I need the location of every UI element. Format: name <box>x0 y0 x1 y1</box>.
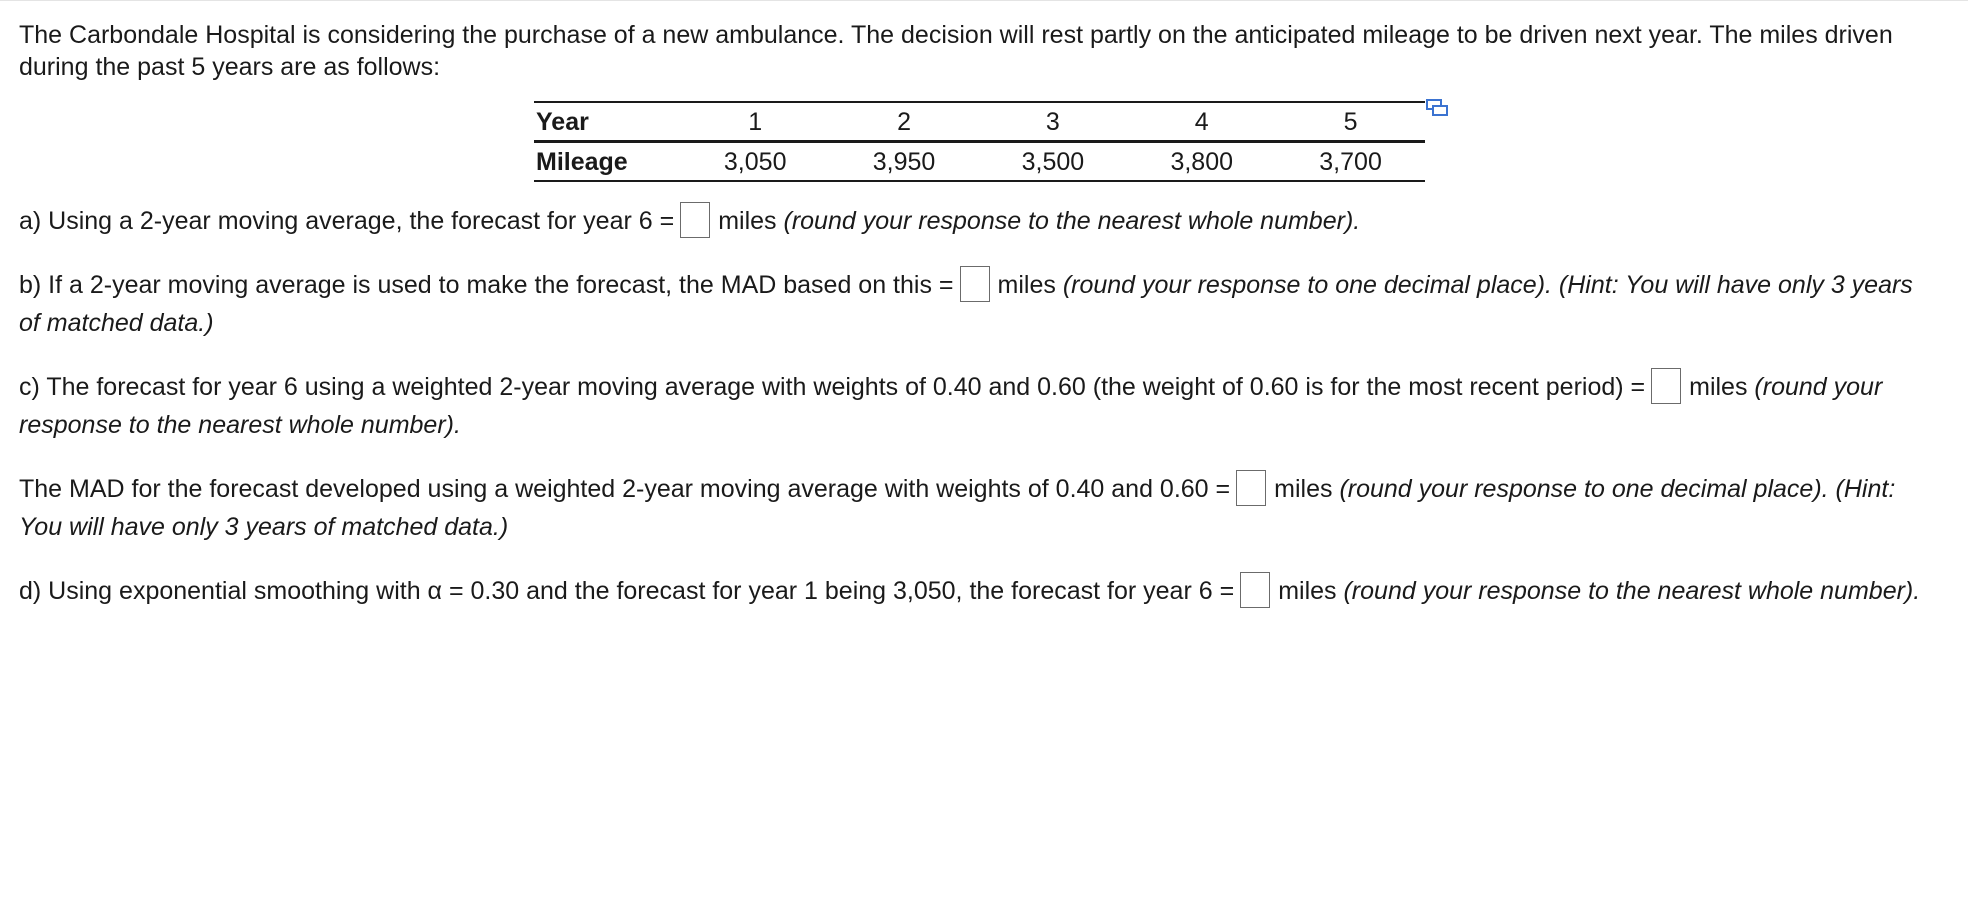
problem-container <box>19 19 1939 610</box>
table-row-year <box>534 102 1425 142</box>
mileage-table-wrap <box>534 101 1446 182</box>
problem-intro: The Carbondale Hospital is considering the purchase of a new ambulance. The decision will rest partly on the anticipated mileage to be driven next year. The miles driven during the past 5 years are as follows: <box>19 21 1893 81</box>
year-header: Year <box>534 102 681 142</box>
question-mad-text: The MAD for the forecast developed using a weighted 2-year moving average with weights of 0.40 and 0.60 = <box>19 475 1231 503</box>
year-cell: 3 <box>978 102 1127 142</box>
answer-a-input[interactable] <box>680 202 710 238</box>
question-a <box>19 202 1939 240</box>
question-b-unit: miles <box>997 271 1056 299</box>
question-a-unit: miles <box>718 207 777 235</box>
question-d-text: d) Using exponential smoothing with α = 0.30 and the forecast for year 1 being 3,050, the forecast for year 6 = <box>19 577 1235 605</box>
question-mad-unit: miles <box>1274 475 1333 503</box>
question-d-note: (round your response to the nearest whole number). <box>1343 577 1921 605</box>
year-cell: 4 <box>1127 102 1276 142</box>
question-weighted-mad <box>19 470 1939 546</box>
year-cell: 2 <box>830 102 979 142</box>
question-c <box>19 368 1939 444</box>
question-c-unit: miles <box>1689 373 1748 401</box>
year-cell: 1 <box>681 102 830 142</box>
table-row-mileage <box>534 142 1425 182</box>
question-mad-note: (round your response to one decimal place). (Hint: You will have only 3 years of matched data.) <box>19 475 1896 541</box>
mileage-header: Mileage <box>536 147 628 176</box>
mileage-table <box>534 101 1425 182</box>
top-divider <box>0 0 1968 1</box>
question-a-text: a) Using a 2-year moving average, the forecast for year 6 = <box>19 207 675 235</box>
mileage-cell: 3,700 <box>1319 147 1382 176</box>
mileage-cell: 3,050 <box>723 147 787 176</box>
mileage-cell: 3,500 <box>1021 147 1085 176</box>
question-c-note: (round your response to the nearest whole number). <box>19 373 1883 439</box>
answer-d-input[interactable] <box>1240 572 1270 608</box>
mileage-cell: 3,950 <box>872 147 936 176</box>
answer-b-input[interactable] <box>960 266 990 302</box>
question-d <box>19 572 1939 610</box>
year-cell: 5 <box>1276 102 1425 142</box>
question-b-text: b) If a 2-year moving average is used to make the forecast, the MAD based on this = <box>19 271 954 299</box>
copy-table-icon[interactable] <box>1426 93 1448 111</box>
question-b-note: (round your response to one decimal place). (Hint: You will have only 3 years of matched data.) <box>19 271 1913 337</box>
mileage-cell: 3,800 <box>1170 147 1233 176</box>
question-c-text: c) The forecast for year 6 using a weighted 2-year moving average with weights of 0.40 and 0.60 (the weight of 0.60 is for the most recent period) = <box>19 373 1646 401</box>
question-a-note: (round your response to the nearest whole number). <box>783 207 1361 235</box>
question-d-unit: miles <box>1278 577 1337 605</box>
answer-mad-input[interactable] <box>1236 470 1266 506</box>
question-b <box>19 266 1939 342</box>
answer-c-input[interactable] <box>1651 368 1681 404</box>
